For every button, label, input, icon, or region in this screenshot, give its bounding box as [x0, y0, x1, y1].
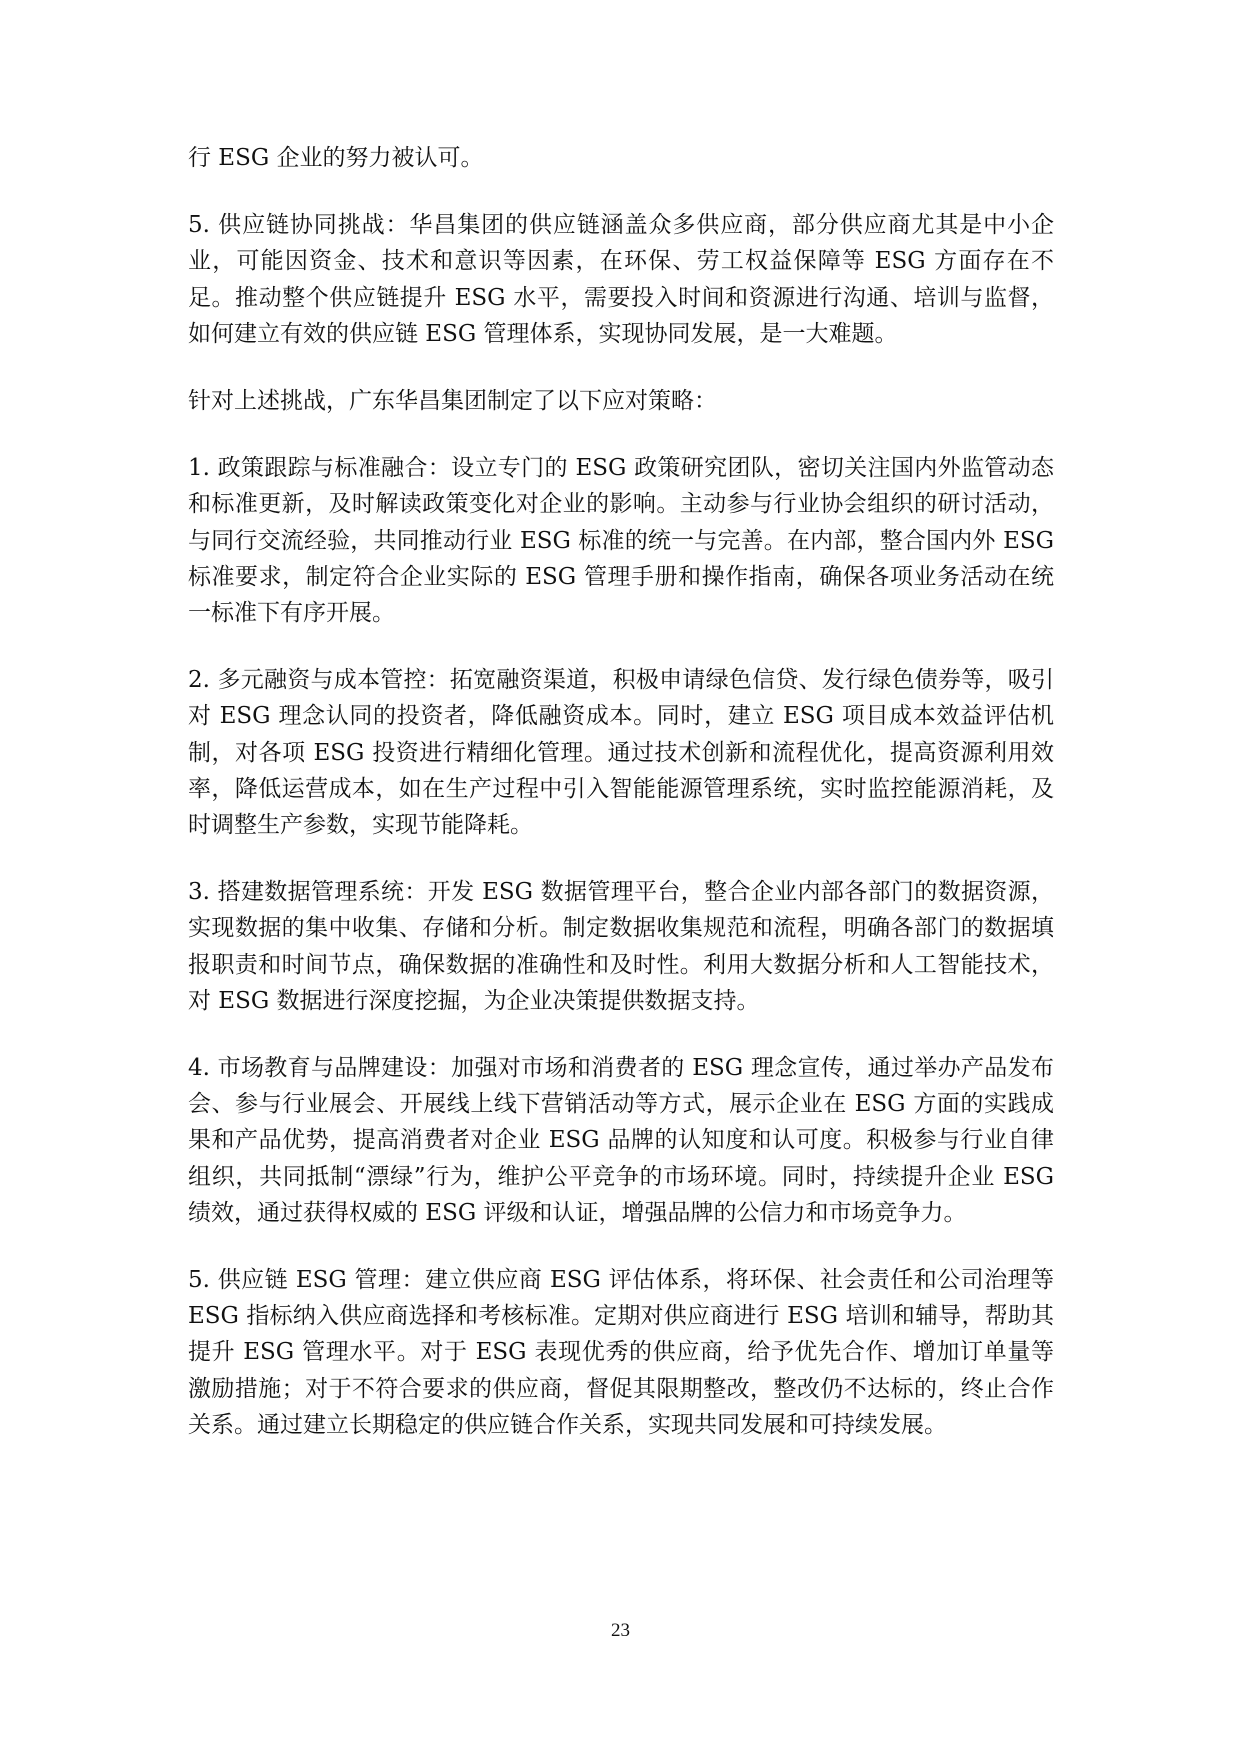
paragraph-strategy-5: 5. 供应链 ESG 管理：建立供应商 ESG 评估体系，将环保、社会责任和公司治理等 ESG 指标纳入供应商选择和考核标准。定期对供应商进行 ESG 培训和辅导，帮助其提升 ESG 管理水平。对于 ESG 表现优秀的供应商，给予优先合作、增加订单量等激励措施；对于不符合要求的供应商，督促其限期整改，整改仍不达标的，终止合作关系。通过建立长期稳定的供应链合作关系，实现共同发展和可持续发展。: [188, 1267, 1054, 1438]
page-content: [188, 140, 1054, 1443]
paragraph-strategy-1: 1. 政策跟踪与标准融合：设立专门的 ESG 政策研究团队，密切关注国内外监管动态和标准更新，及时解读政策变化对企业的影响。主动参与行业协会组织的研讨活动，与同行交流经验，共同推动行业 ESG 标准的统一与完善。在内部，整合国内外 ESG 标准要求，制定符合企业实际的 ESG 管理手册和操作指南，确保各项业务活动在统一标准下有序开展。: [188, 455, 1054, 627]
paragraph-challenge-5: 5. 供应链协同挑战：华昌集团的供应链涵盖众多供应商，部分供应商尤其是中小企业，可能因资金、技术和意识等因素，在环保、劳工权益保障等 ESG 方面存在不足。推动整个供应链提升 ESG 水平，需要投入时间和资源进行沟通、培训与监督，如何建立有效的供应链 ESG 管理体系，实现协同发展，是一大难题。: [188, 212, 1054, 347]
paragraph-strategy-4: 4. 市场教育与品牌建设：加强对市场和消费者的 ESG 理念宣传，通过举办产品发布会、参与行业展会、开展线上线下营销活动等方式，展示企业在 ESG 方面的实践成果和产品优势，提高消费者对企业 ESG 品牌的认知度和认可度。积极参与行业自律组织，共同抵制“漂绿”行为，维护公平竞争的市场环境。同时，持续提升企业 ESG 绩效，通过获得权威的 ESG 评级和认证，增强品牌的公信力和市场竞争力。: [188, 1055, 1054, 1226]
paragraph-strategy-2: 2. 多元融资与成本管控：拓宽融资渠道，积极申请绿色信贷、发行绿色债券等，吸引对 ESG 理念认同的投资者，降低融资成本。同时，建立 ESG 项目成本效益评估机制，对各项 ESG 投资进行精细化管理。通过技术创新和流程优化，提高资源利用效率，降低运营成本，如在生产过程中引入智能能源管理系统，实时监控能源消耗，及时调整生产参数，实现节能降耗。: [188, 667, 1054, 839]
paragraph-continuation: 行 ESG 企业的努力被认可。: [188, 145, 484, 171]
paragraph-strategy-intro: 针对上述挑战，广东华昌集团制定了以下应对策略：: [188, 388, 717, 415]
paragraph-strategy-3: 3. 搭建数据管理系统：开发 ESG 数据管理平台，整合企业内部各部门的数据资源，实现数据的集中收集、存储和分析。制定数据收集规范和流程，明确各部门的数据填报职责和时间节点，确保数据的准确性和及时性。利用大数据分析和人工智能技术，对 ESG 数据进行深度挖掘，为企业决策提供数据支持。: [188, 879, 1054, 1014]
page-number: 23: [611, 1620, 630, 1641]
